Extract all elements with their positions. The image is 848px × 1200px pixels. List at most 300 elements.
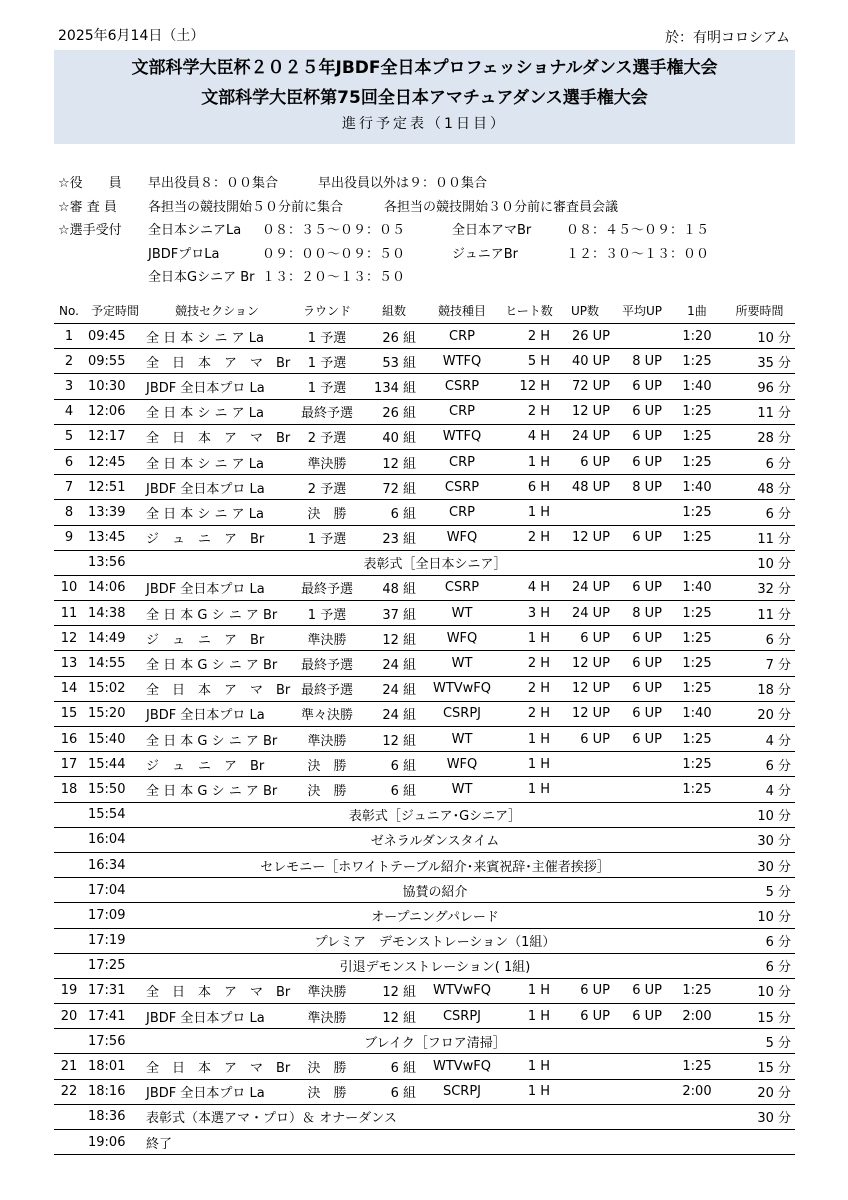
row-song: 1:25: [670, 777, 724, 802]
row-duration: 10 分: [724, 903, 795, 928]
row-groups: 24 組: [366, 651, 422, 676]
special-event-row: [54, 953, 795, 978]
row-groups: 24 組: [366, 676, 422, 701]
competition-row: [54, 475, 795, 500]
row-heats: 1 H: [502, 752, 556, 777]
row-event: WTVwFQ: [422, 1054, 502, 1079]
row-time: 13:39: [84, 500, 146, 525]
competition-row: [54, 324, 795, 349]
title-banner: [54, 50, 795, 144]
row-event: CRP: [422, 324, 502, 349]
row-song: 1:25: [670, 449, 724, 474]
reception-label: ☆選手受付: [58, 223, 122, 238]
row-groups: 26 組: [366, 399, 422, 424]
reception-5-name: 全日本Gシニア Br: [148, 270, 255, 285]
row-event-label: プレミア デモンストレーション（1組）: [146, 928, 724, 953]
row-heats: 12 H: [502, 374, 556, 399]
row-event: WFQ: [422, 626, 502, 651]
row-duration: 30 分: [724, 827, 795, 852]
row-duration: 20 分: [724, 701, 795, 726]
reception-4-name: ジュニアBr: [452, 247, 519, 262]
row-section: 全 日 本 G シ ニ ア Br: [146, 651, 288, 676]
row-up: 40 UP: [556, 349, 614, 374]
row-song: 1:25: [670, 651, 724, 676]
row-time: 17:19: [84, 928, 146, 953]
row-time: 15:44: [84, 752, 146, 777]
row-avg-up: 6 UP: [614, 727, 670, 752]
competition-row: [54, 525, 795, 550]
special-event-row: [54, 550, 795, 575]
row-section: ジ ュ ニ ア Br: [146, 525, 288, 550]
special-event-row: [54, 878, 795, 903]
competition-row: [54, 500, 795, 525]
row-round: 決 勝: [288, 1079, 366, 1104]
row-no: 17: [54, 752, 84, 777]
row-round: 準決勝: [288, 449, 366, 474]
reception-1-name: 全日本シニアLa: [148, 223, 242, 238]
row-heats: 1 H: [502, 449, 556, 474]
row-section: JBDF 全日本プロ La: [146, 475, 288, 500]
row-event: WT: [422, 601, 502, 626]
row-song: 1:25: [670, 676, 724, 701]
row-song: 1:25: [670, 399, 724, 424]
row-event-label: オープニングパレード: [146, 903, 724, 928]
row-avg-up: 6 UP: [614, 575, 670, 600]
competition-row: [54, 777, 795, 802]
competition-row: [54, 1079, 795, 1104]
row-event: CRP: [422, 500, 502, 525]
row-no: 12: [54, 626, 84, 651]
competition-row: [54, 1004, 795, 1029]
row-no: 3: [54, 374, 84, 399]
row-avg-up: 6 UP: [614, 626, 670, 651]
col-heats: ヒート数: [502, 298, 556, 324]
row-heats: 1 H: [502, 727, 556, 752]
row-song: 1:25: [670, 1054, 724, 1079]
row-heats: 2 H: [502, 324, 556, 349]
row-song: 1:25: [670, 727, 724, 752]
row-section: JBDF 全日本プロ La: [146, 701, 288, 726]
row-duration: 6 分: [724, 928, 795, 953]
row-groups: 53 組: [366, 349, 422, 374]
row-duration: 30 分: [724, 1104, 795, 1129]
row-event: WT: [422, 727, 502, 752]
row-duration: 35 分: [724, 349, 795, 374]
row-time: 18:16: [84, 1079, 146, 1104]
table-header: [54, 298, 795, 324]
row-round: 2 予選: [288, 424, 366, 449]
row-no: 13: [54, 651, 84, 676]
title-line-2: 文部科学大臣杯第75回全日本アマチュアダンス選手権大会: [201, 88, 648, 108]
row-event: CRP: [422, 449, 502, 474]
row-duration: 15 分: [724, 1004, 795, 1029]
row-heats: 6 H: [502, 475, 556, 500]
row-round: 最終予選: [288, 676, 366, 701]
row-duration: 6 分: [724, 752, 795, 777]
row-up: 72 UP: [556, 374, 614, 399]
row-duration: 48 分: [724, 475, 795, 500]
row-up: 48 UP: [556, 475, 614, 500]
row-no: 20: [54, 1004, 84, 1029]
title-line-1: 文部科学大臣杯２０２５年JBDF全日本プロフェッショナルダンス選手権大会: [131, 58, 718, 78]
row-heats: 2 H: [502, 399, 556, 424]
row-section: 全 日 本 シ ニ ア La: [146, 399, 288, 424]
row-duration: 11 分: [724, 525, 795, 550]
row-groups: 40 組: [366, 424, 422, 449]
col-section: 競技セクション: [146, 298, 288, 324]
reception-3-name: JBDFプロLa: [148, 247, 220, 262]
row-section: 全 日 本 ア マ Br: [146, 1054, 288, 1079]
row-event: WFQ: [422, 752, 502, 777]
row-time: 15:20: [84, 701, 146, 726]
row-avg-up: 8 UP: [614, 475, 670, 500]
competition-row: [54, 978, 795, 1003]
special-event-row: [54, 928, 795, 953]
row-section: 全 日 本 シ ニ ア La: [146, 500, 288, 525]
row-round: 決 勝: [288, 1054, 366, 1079]
row-avg-up: 6 UP: [614, 374, 670, 399]
competition-row: [54, 601, 795, 626]
row-section: 全 日 本 ア マ Br: [146, 978, 288, 1003]
row-duration: 10 分: [724, 802, 795, 827]
row-section: 全 日 本 シ ニ ア La: [146, 324, 288, 349]
row-event: CSRP: [422, 475, 502, 500]
row-up: [556, 777, 614, 802]
row-heats: 1 H: [502, 1054, 556, 1079]
competition-row: [54, 651, 795, 676]
row-duration: 11 分: [724, 601, 795, 626]
row-round: 1 予選: [288, 525, 366, 550]
row-no: [54, 1130, 84, 1155]
row-avg-up: 6 UP: [614, 1004, 670, 1029]
row-groups: 12 組: [366, 626, 422, 651]
row-round: 2 予選: [288, 475, 366, 500]
row-song: 2:00: [670, 1004, 724, 1029]
col-no: No.: [54, 298, 84, 324]
row-heats: 2 H: [502, 676, 556, 701]
row-song: 1:25: [670, 601, 724, 626]
officials-regular: 早出役員以外は９：００集合: [318, 176, 488, 191]
row-section: 全 日 本 ア マ Br: [146, 349, 288, 374]
competition-row: [54, 575, 795, 600]
col-groups: 組数: [366, 298, 422, 324]
row-event: CRP: [422, 399, 502, 424]
row-heats: 1 H: [502, 978, 556, 1003]
reception-2-name: 全日本アマBr: [452, 223, 532, 238]
judges-gather: 各担当の競技開始５０分前に集合: [148, 200, 344, 215]
special-event-row: [54, 802, 795, 827]
row-up: [556, 1054, 614, 1079]
row-groups: 6 組: [366, 500, 422, 525]
row-avg-up: 8 UP: [614, 601, 670, 626]
row-avg-up: 6 UP: [614, 449, 670, 474]
row-event-label: ゼネラルダンスタイム: [146, 827, 724, 852]
row-no: 16: [54, 727, 84, 752]
row-duration: 96 分: [724, 374, 795, 399]
row-section: 全 日 本 ア マ Br: [146, 424, 288, 449]
row-avg-up: 6 UP: [614, 701, 670, 726]
row-time: 16:04: [84, 827, 146, 852]
row-event: WTFQ: [422, 349, 502, 374]
special-event-row: [54, 903, 795, 928]
row-up: 6 UP: [556, 626, 614, 651]
row-event: CSRP: [422, 374, 502, 399]
row-groups: 12 組: [366, 1004, 422, 1029]
row-event-label: ブレイク［フロア清掃］: [146, 1029, 724, 1054]
row-section: 全 日 本 G シ ニ ア Br: [146, 601, 288, 626]
row-event-label: セレモニー［ホワイトテーブル紹介･来賓祝辞･主催者挨拶］: [146, 852, 724, 877]
col-duration: 所要時間: [724, 298, 795, 324]
special-event-row: [54, 852, 795, 877]
row-heats: 1 H: [502, 1004, 556, 1029]
row-up: 24 UP: [556, 424, 614, 449]
row-event-label: 協賛の紹介: [146, 878, 724, 903]
row-groups: 26 組: [366, 324, 422, 349]
row-no: [54, 953, 84, 978]
row-section: JBDF 全日本プロ La: [146, 1079, 288, 1104]
row-time: 17:41: [84, 1004, 146, 1029]
competition-row: [54, 626, 795, 651]
row-groups: 24 組: [366, 701, 422, 726]
row-up: 6 UP: [556, 978, 614, 1003]
row-no: 19: [54, 978, 84, 1003]
row-duration: 6 分: [724, 449, 795, 474]
row-round: 準決勝: [288, 626, 366, 651]
row-up: 6 UP: [556, 1004, 614, 1029]
row-song: 1:25: [670, 424, 724, 449]
competition-row: [54, 399, 795, 424]
row-no: 8: [54, 500, 84, 525]
row-time: 09:45: [84, 324, 146, 349]
row-round: 1 予選: [288, 374, 366, 399]
row-avg-up: [614, 324, 670, 349]
judges-label: ☆審 査 員: [58, 200, 117, 215]
row-avg-up: [614, 777, 670, 802]
row-time: 12:51: [84, 475, 146, 500]
competition-row: [54, 374, 795, 399]
row-time: 17:56: [84, 1029, 146, 1054]
row-event-label: 引退デモンストレーション( 1組): [146, 953, 724, 978]
row-event-label: 終了: [146, 1130, 724, 1155]
row-round: 決 勝: [288, 777, 366, 802]
col-song: 1曲: [670, 298, 724, 324]
row-avg-up: 6 UP: [614, 978, 670, 1003]
row-no: 1: [54, 324, 84, 349]
row-time: 17:31: [84, 978, 146, 1003]
special-event-row: [54, 827, 795, 852]
special-event-row: [54, 1130, 795, 1155]
row-event: WFQ: [422, 525, 502, 550]
col-up: UP数: [556, 298, 614, 324]
col-round: ラウンド: [288, 298, 366, 324]
competition-row: [54, 676, 795, 701]
row-no: [54, 903, 84, 928]
row-duration: 4 分: [724, 727, 795, 752]
row-section: JBDF 全日本プロ La: [146, 1004, 288, 1029]
row-section: 全 日 本 ア マ Br: [146, 676, 288, 701]
schedule-table: [54, 298, 795, 1155]
reception-1-time: ０８：３５～０９：０５: [262, 223, 406, 238]
row-time: 17:25: [84, 953, 146, 978]
row-time: 12:17: [84, 424, 146, 449]
row-no: 6: [54, 449, 84, 474]
row-groups: 6 組: [366, 1054, 422, 1079]
row-heats: 2 H: [502, 701, 556, 726]
row-no: 5: [54, 424, 84, 449]
row-time: 14:38: [84, 601, 146, 626]
row-round: 準々決勝: [288, 701, 366, 726]
row-no: [54, 878, 84, 903]
row-groups: 6 組: [366, 1079, 422, 1104]
row-event: WT: [422, 777, 502, 802]
row-avg-up: [614, 1079, 670, 1104]
row-round: 決 勝: [288, 500, 366, 525]
row-groups: 72 組: [366, 475, 422, 500]
officials-label: ☆役 員: [58, 176, 122, 191]
row-song: 1:25: [670, 500, 724, 525]
row-groups: 12 組: [366, 727, 422, 752]
row-heats: 2 H: [502, 525, 556, 550]
reception-4-time: １２：３０～１３：００: [566, 247, 710, 262]
row-round: 1 予選: [288, 324, 366, 349]
row-up: 12 UP: [556, 651, 614, 676]
row-groups: 37 組: [366, 601, 422, 626]
row-song: 1:20: [670, 324, 724, 349]
row-up: 12 UP: [556, 399, 614, 424]
reception-3-time: ０９：００～０９：５０: [262, 247, 406, 262]
officials-early: 早出役員８：００集合: [148, 176, 279, 191]
row-groups: 12 組: [366, 978, 422, 1003]
row-round: 最終予選: [288, 575, 366, 600]
row-duration: 5 分: [724, 1029, 795, 1054]
row-duration: [724, 1130, 795, 1155]
row-song: 1:40: [670, 575, 724, 600]
row-avg-up: 6 UP: [614, 399, 670, 424]
row-song: 2:00: [670, 1079, 724, 1104]
row-groups: 12 組: [366, 449, 422, 474]
row-time: 15:50: [84, 777, 146, 802]
row-no: 14: [54, 676, 84, 701]
special-event-row: [54, 1104, 795, 1129]
row-event: WT: [422, 651, 502, 676]
row-song: 1:25: [670, 525, 724, 550]
row-time: 13:45: [84, 525, 146, 550]
row-event: SCRPJ: [422, 1079, 502, 1104]
row-no: 18: [54, 777, 84, 802]
row-event: WTVwFQ: [422, 676, 502, 701]
row-no: 22: [54, 1079, 84, 1104]
row-up: [556, 752, 614, 777]
row-no: [54, 827, 84, 852]
row-round: 1 予選: [288, 349, 366, 374]
row-avg-up: [614, 752, 670, 777]
row-groups: 6 組: [366, 752, 422, 777]
row-duration: 10 分: [724, 550, 795, 575]
row-duration: 28 分: [724, 424, 795, 449]
row-section: 全 日 本 G シ ニ ア Br: [146, 777, 288, 802]
col-time: 予定時間: [84, 298, 146, 324]
row-section: 全 日 本 G シ ニ ア Br: [146, 727, 288, 752]
competition-row: [54, 727, 795, 752]
row-time: 16:34: [84, 852, 146, 877]
row-heats: 4 H: [502, 575, 556, 600]
row-up: [556, 500, 614, 525]
row-groups: 23 組: [366, 525, 422, 550]
row-no: [54, 802, 84, 827]
row-no: 7: [54, 475, 84, 500]
row-heats: 5 H: [502, 349, 556, 374]
row-time: 14:06: [84, 575, 146, 600]
competition-row: [54, 349, 795, 374]
row-heats: 2 H: [502, 651, 556, 676]
row-round: 準決勝: [288, 727, 366, 752]
row-avg-up: 6 UP: [614, 651, 670, 676]
row-song: 1:25: [670, 752, 724, 777]
row-up: 6 UP: [556, 727, 614, 752]
row-no: 2: [54, 349, 84, 374]
row-duration: 20 分: [724, 1079, 795, 1104]
row-groups: 134 組: [366, 374, 422, 399]
row-heats: 1 H: [502, 626, 556, 651]
row-groups: 6 組: [366, 777, 422, 802]
row-avg-up: [614, 500, 670, 525]
row-section: JBDF 全日本プロ La: [146, 374, 288, 399]
row-no: 11: [54, 601, 84, 626]
row-song: 1:40: [670, 701, 724, 726]
row-time: 17:09: [84, 903, 146, 928]
row-duration: 18 分: [724, 676, 795, 701]
row-no: [54, 928, 84, 953]
row-time: 18:36: [84, 1104, 146, 1129]
row-no: 9: [54, 525, 84, 550]
row-no: [54, 1104, 84, 1129]
row-heats: 1 H: [502, 777, 556, 802]
row-section: ジ ュ ニ ア Br: [146, 626, 288, 651]
row-time: 09:55: [84, 349, 146, 374]
event-date: 2025年6月14日（土）: [58, 28, 205, 44]
row-duration: 5 分: [724, 878, 795, 903]
row-time: 12:45: [84, 449, 146, 474]
row-round: 1 予選: [288, 601, 366, 626]
row-section: ジ ュ ニ ア Br: [146, 752, 288, 777]
row-time: 14:55: [84, 651, 146, 676]
row-round: 準決勝: [288, 978, 366, 1003]
competition-row: [54, 1054, 795, 1079]
row-duration: 30 分: [724, 852, 795, 877]
event-venue: 於：有明コロシアム: [664, 30, 790, 46]
row-up: 12 UP: [556, 701, 614, 726]
row-time: 17:04: [84, 878, 146, 903]
row-heats: 4 H: [502, 424, 556, 449]
row-event: CSRPJ: [422, 701, 502, 726]
row-up: 12 UP: [556, 676, 614, 701]
row-time: 12:06: [84, 399, 146, 424]
row-duration: 6 分: [724, 953, 795, 978]
row-no: [54, 550, 84, 575]
row-up: 24 UP: [556, 575, 614, 600]
row-event: WTVwFQ: [422, 978, 502, 1003]
row-up: 24 UP: [556, 601, 614, 626]
judges-meeting: 各担当の競技開始３０分前に審査員会議: [384, 200, 619, 215]
row-duration: 6 分: [724, 500, 795, 525]
competition-row: [54, 701, 795, 726]
row-no: [54, 852, 84, 877]
row-no: 10: [54, 575, 84, 600]
row-duration: 10 分: [724, 324, 795, 349]
row-round: 決 勝: [288, 752, 366, 777]
row-duration: 10 分: [724, 978, 795, 1003]
row-heats: 3 H: [502, 601, 556, 626]
